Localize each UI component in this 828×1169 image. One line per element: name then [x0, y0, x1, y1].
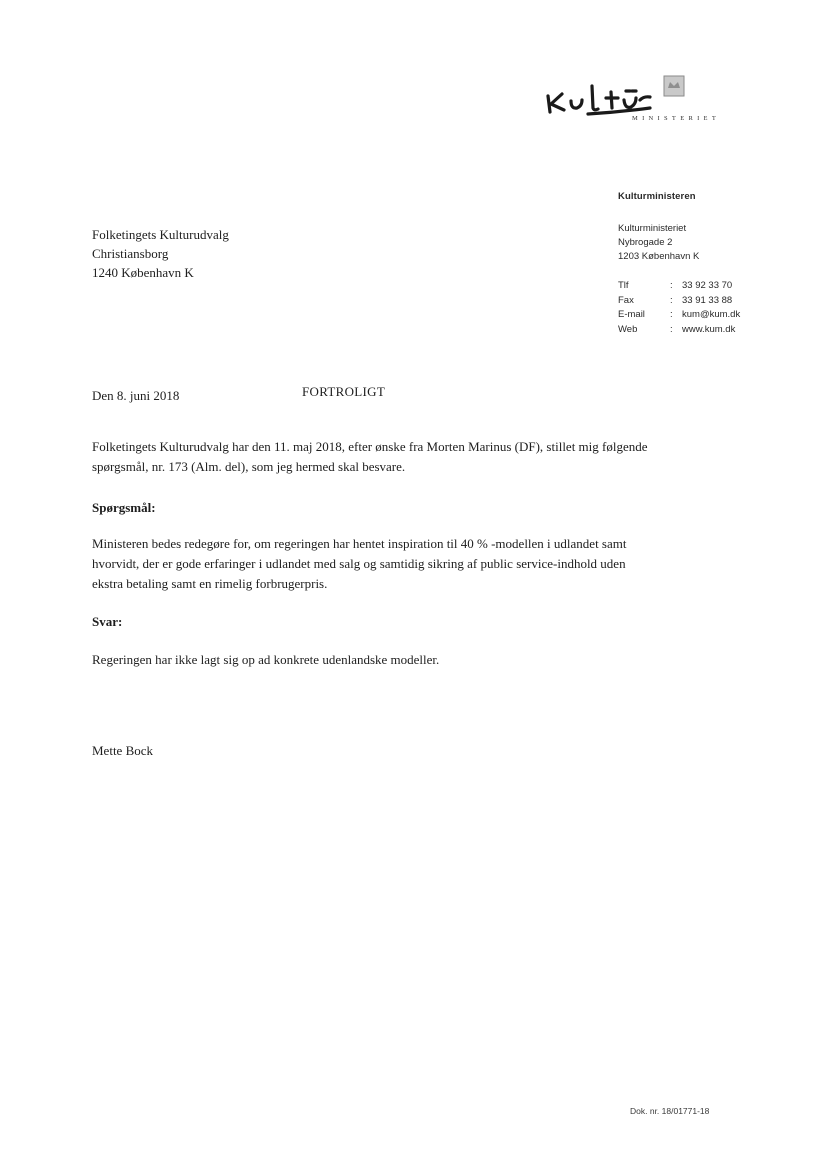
contact-label: Fax: [618, 294, 634, 306]
recipient-line: Folketingets Kulturudvalg: [92, 227, 229, 242]
logo-subtitle: MINISTERIET: [632, 115, 721, 122]
question-heading: Spørgsmål:: [92, 500, 156, 515]
answer-heading: Svar:: [92, 614, 123, 629]
contact-value: 33 92 33 70: [682, 280, 733, 291]
sender-address-line: Nybrogade 2: [618, 237, 673, 248]
recipient-line: Christiansborg: [92, 246, 169, 261]
contact-separator: :: [670, 309, 673, 320]
sender-address-line: Kulturministeriet: [618, 223, 687, 234]
sender-heading: Kulturministeren: [618, 191, 696, 202]
contact-label: Tlf: [618, 280, 629, 291]
answer-paragraph: Regeringen har ikke lagt sig op ad konkrete udenlandske modeller.: [92, 652, 440, 667]
document-number: Dok. nr. 18/01771-18: [630, 1106, 710, 1116]
contact-separator: :: [670, 280, 673, 291]
contact-value: www.kum.dk: [682, 323, 736, 335]
intro-paragraph: Folketingets Kulturudvalg har den 11. maj 2018, efter ønske fra Morten Marinus (DF), stillet mig følgende spørgsmål, nr. 173 (Alm. del), som jeg hermed skal besvare.: [92, 439, 648, 474]
confidential-marking: FORTROLIGT: [302, 384, 386, 399]
contact-value: kum@kum.dk: [682, 309, 741, 320]
kultur-wordmark-icon: [540, 74, 730, 126]
question-paragraph: Ministeren bedes redegøre for, om regeringen har hentet inspiration til 40 % -modellen i udlandet samt hvorvidt, der er gode erfaringer i udlandet med salg og samtidig sikring af public service-indhold uden ekstra betaling samt en rimelig forbrugerpris.: [92, 536, 627, 591]
contact-label: Web: [618, 323, 638, 335]
contact-separator: :: [670, 294, 673, 306]
contact-row-fax: [618, 294, 740, 309]
letter-date: Den 8. juni 2018: [92, 388, 180, 403]
recipient-line: 1240 København K: [92, 265, 194, 280]
contact-label: E-mail: [618, 309, 645, 320]
signature-name: Mette Bock: [92, 743, 154, 758]
recipient-address: [92, 225, 229, 282]
contact-row-phone: [618, 279, 740, 294]
contact-row-email: [618, 308, 740, 323]
sender-address-line: 1203 København K: [618, 251, 700, 262]
ministry-logo: [540, 74, 730, 126]
contact-row-web: [618, 323, 740, 338]
contact-value: 33 91 33 88: [682, 294, 733, 306]
sender-contact-list: [618, 279, 740, 337]
sender-address: [618, 222, 699, 264]
contact-separator: :: [670, 323, 673, 335]
